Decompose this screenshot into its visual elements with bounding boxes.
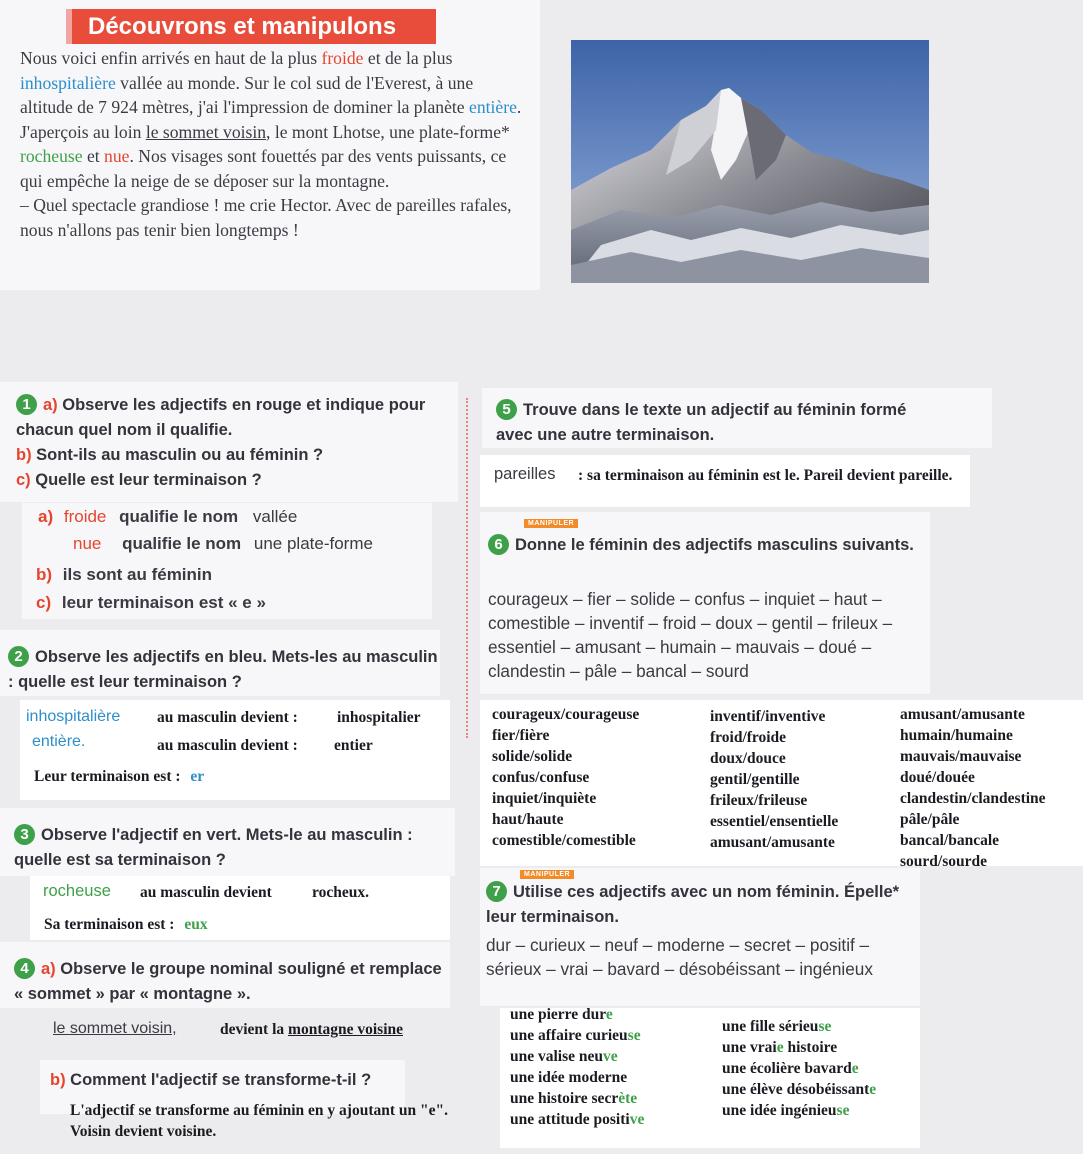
- section-title: Découvrons et manipulons: [66, 9, 436, 44]
- list-item: une idée moderne: [510, 1069, 628, 1086]
- list-item: humain/humaine: [900, 727, 1013, 744]
- q3-prompt: 3 Observe l'adjectif en vert. Mets-le au masculin : quelle est sa terminaison ?: [14, 826, 413, 869]
- list-item: clandestin/clandestine: [900, 790, 1046, 807]
- list-item: inquiet/inquiète: [492, 790, 597, 807]
- underlined-group: le sommet voisin: [145, 121, 267, 142]
- q6-manipuler-tag: MANIPULER: [524, 519, 578, 528]
- list-item: une vraie histoire: [722, 1039, 838, 1056]
- q6-answers-col2: [710, 706, 838, 853]
- list-item: gentil/gentille: [710, 771, 800, 788]
- list-item: inventif/inventive: [710, 708, 826, 725]
- list-item: solide/solide: [492, 748, 573, 765]
- q6-answers-col3: [900, 704, 1046, 872]
- q2-number: 2: [8, 646, 29, 667]
- q7-prompt: 7 Utilise ces adjectifs avec un nom féminin. Épelle* leur terminaison.: [486, 883, 900, 926]
- q4-answer-word: le sommet voisin,: [53, 1020, 177, 1037]
- q2-answer-row1-mid: au masculin devient :: [157, 709, 298, 726]
- q3-number: 3: [14, 824, 35, 845]
- list-item: une attitude positive: [510, 1111, 645, 1128]
- list-item: mauvais/mauvaise: [900, 748, 1022, 765]
- q2-answer-row1-result: inhospitalier: [337, 709, 421, 726]
- list-item: une idée ingénieuse: [722, 1102, 850, 1119]
- q1-prompt: 1 a) Observe les adjectifs en rouge et indique pour chacun quel nom il qualifie. b) Sont-ils au masculin ou au féminin ? c) Quelle est leur terminaison ?: [16, 396, 426, 489]
- q5-answer: : sa terminaison au féminin est le. Pareil devient pareille.: [578, 467, 953, 484]
- column-separator: [466, 398, 468, 738]
- list-item: une valise neuve: [510, 1048, 618, 1065]
- q5-answer-word: pareilles: [494, 465, 556, 483]
- list-item: courageux/courageuse: [492, 706, 640, 723]
- list-item: doux/douce: [710, 750, 786, 767]
- q6-prompt: 6 Donne le féminin des adjectifs masculins suivants.: [488, 533, 928, 558]
- list-item: une histoire secrète: [510, 1090, 638, 1107]
- q2-answer-row1: inhospitalière: [26, 708, 121, 725]
- list-item: fier/fière: [492, 727, 550, 744]
- list-item: haut/haute: [492, 811, 564, 828]
- adj-nue: nue: [104, 146, 130, 166]
- q6-word-list: courageux – fier – solide – confus – inquiet – haut – comestible – inventif – froid – doux – gentil – frileux – essentiel – amusant – humain – mauvais – doué – clandestin – pâle – bancal – sourd: [488, 589, 893, 681]
- q3-termination: Sa terminaison est : eux: [44, 916, 208, 933]
- q6-number: 6: [488, 534, 509, 555]
- adj-froide: froide: [321, 48, 364, 68]
- q7-manipuler-tag: MANIPULER: [520, 870, 574, 879]
- q4-answer-a: devient la montagne voisine: [220, 1021, 403, 1038]
- list-item: amusant/amusante: [710, 834, 835, 851]
- q4-answer-b: L'adjectif se transforme au féminin en y ajoutant un "e". Voisin devient voisine.: [70, 1102, 448, 1140]
- q2-answer-row2-mid: au masculin devient :: [157, 737, 298, 754]
- everest-photo: [571, 40, 929, 283]
- list-item: comestible/comestible: [492, 832, 636, 849]
- q7-number: 7: [486, 881, 507, 902]
- list-item: frileux/frileuse: [710, 792, 808, 809]
- list-item: essentiel/ensentielle: [710, 813, 839, 830]
- list-item: confus/confuse: [492, 769, 590, 786]
- list-item: pâle/pâle: [900, 811, 960, 828]
- q4b-prompt: b) Comment l'adjectif se transforme-t-il ?: [50, 1071, 372, 1089]
- q2-termination: Leur terminaison est : er: [34, 768, 205, 785]
- q4-prompt: 4 a) Observe le groupe nominal souligné et remplace « sommet » par « montagne ».: [14, 960, 442, 1003]
- q5-number: 5: [496, 399, 517, 420]
- q7-answers-col1: [510, 1004, 644, 1130]
- list-item: une écolière bavarde: [722, 1060, 859, 1077]
- story-text: Nous voici enfin arrivés en haut de la plus froide et de la plus inhospitalière vallée au monde. Sur le col sud de l'Everest, à une altitude de 7 924 mètres, j'ai l'impression de dominer la planète entière. J'aperçois au loin le sommet voisin, le mont Lhotse, une plate-forme* rocheuse et nue. Nos visages sont fouettés par des vents puissants, ce qui empêche la neige de se déposer sur la montagne. – Quel spectacle grandiose ! me crie Hector. Avec de pareilles rafales, nous n'allons pas tenir bien longtemps !: [20, 48, 522, 240]
- q3-answer-result: rocheux.: [312, 884, 369, 901]
- list-item: une élève désobéissante: [722, 1081, 877, 1098]
- list-item: une fille sérieuse: [722, 1018, 832, 1035]
- q2-answer-row2-result: entier: [334, 737, 373, 754]
- list-item: sourd/sourde: [900, 853, 987, 870]
- list-item: une affaire curieuse: [510, 1027, 641, 1044]
- list-item: froid/froide: [710, 729, 787, 746]
- q2-answer-row2: entière.: [32, 733, 86, 750]
- q7-word-list: dur – curieux – neuf – moderne – secret – positif – sérieux – vrai – bavard – désobéissant – ingénieux: [486, 935, 873, 979]
- q1-answer-a2: nue qualifie le nom une plate-forme: [73, 534, 373, 553]
- q1-answer-a1: a) froide qualifie le nom vallée: [38, 507, 298, 526]
- adj-entiere: entière: [469, 97, 517, 117]
- q5-prompt: 5 Trouve dans le texte un adjectif au féminin formé avec une autre terminaison.: [496, 401, 907, 444]
- list-item: doué/douée: [900, 769, 975, 786]
- q4-number: 4: [14, 958, 35, 979]
- q1-answer-c: c) leur terminaison est « e »: [36, 593, 266, 612]
- adj-inhospitaliere: inhospitalière: [20, 72, 116, 93]
- q6-answers-col1: [492, 704, 639, 851]
- q7-answers-col2: [722, 1016, 876, 1121]
- q3-answer-mid: au masculin devient: [140, 884, 272, 901]
- q3-answer-word: rocheuse: [43, 882, 111, 900]
- q1-number: 1: [16, 394, 37, 415]
- q2-prompt: 2 Observe les adjectifs en bleu. Mets-les au masculin : quelle est leur terminaison ?: [8, 648, 438, 691]
- list-item: amusant/amusante: [900, 706, 1025, 723]
- list-item: une pierre dure: [510, 1006, 613, 1023]
- adj-rocheuse: rocheuse: [20, 146, 83, 166]
- q1-answer-b: b) ils sont au féminin: [36, 565, 213, 584]
- list-item: bancal/bancale: [900, 832, 1000, 849]
